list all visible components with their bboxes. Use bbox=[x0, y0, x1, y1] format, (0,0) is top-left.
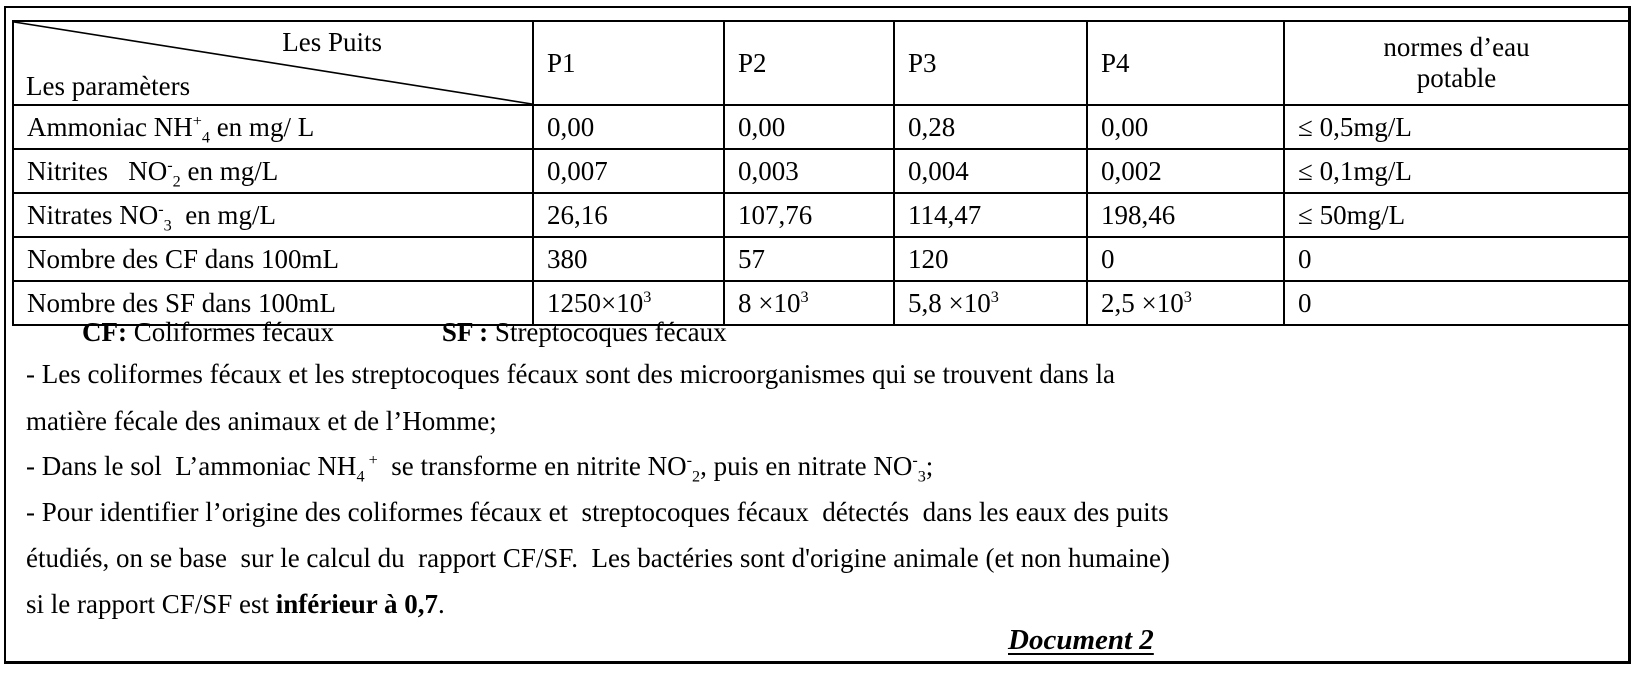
table-row-nitrites bbox=[13, 149, 1629, 193]
value-p4: 0,002 bbox=[1087, 149, 1284, 193]
norm-value: 0 bbox=[1284, 237, 1629, 281]
table-row-ammonium bbox=[13, 105, 1629, 149]
paragraph-1-line-1: - Les coliformes fécaux et les streptocoques fécaux sont des microorganismes qui se trouvent dans la bbox=[26, 359, 1115, 389]
param-label: Nombre des CF dans 100mL bbox=[13, 237, 533, 281]
cf-abbr: CF: bbox=[82, 317, 127, 347]
value-p4: 198,46 bbox=[1087, 193, 1284, 237]
value-p3: 0,28 bbox=[894, 105, 1087, 149]
value-p4: $2,5 \times 10^3$ bbox=[1087, 281, 1284, 325]
param-label: Nitrites $NO^-_2$ en mg/L bbox=[13, 149, 533, 193]
abbreviation-legend bbox=[82, 317, 727, 348]
cf-text: Coliformes fécaux bbox=[126, 317, 334, 347]
param-label: Nombre des SF dans 100mL bbox=[13, 281, 533, 325]
header-well-p1: P1 bbox=[533, 21, 724, 105]
param-label: Ammoniac $NH^+_4$ en mg/ L bbox=[13, 105, 533, 149]
norm-value: ≤ 0,1mg/L bbox=[1284, 149, 1629, 193]
water-quality-table bbox=[12, 20, 1630, 326]
header-well-p3: P3 bbox=[894, 21, 1087, 105]
header-norms-line2: potable bbox=[1416, 63, 1497, 93]
value-p1: 380 bbox=[533, 237, 724, 281]
value-p3: 114,47 bbox=[894, 193, 1087, 237]
header-well-p4: P4 bbox=[1087, 21, 1284, 105]
value-p2: $8 \times 10^3$ bbox=[724, 281, 894, 325]
value-p4: 0,00 bbox=[1087, 105, 1284, 149]
value-p2: 107,76 bbox=[724, 193, 894, 237]
value-p1: $1250\times 10^3$ bbox=[533, 281, 724, 325]
header-norms bbox=[1284, 21, 1629, 105]
header-wells-label: Les Puits bbox=[282, 27, 382, 57]
paragraph-3-line-1: - Pour identifier l’origine des coliformes fécaux et streptocoques fécaux détectés dans les eaux des puits bbox=[26, 497, 1169, 527]
value-p1: 0,007 bbox=[533, 149, 724, 193]
param-label: Nitrates $NO^-_3$ en mg/L bbox=[13, 193, 533, 237]
header-norms-line1: normes d’eau bbox=[1383, 31, 1530, 62]
sf-abbr: SF : bbox=[441, 317, 489, 347]
paragraph-2: - Dans le sol L’ammoniac $NH_4$ + se transforme en nitrite $NO^-_2$, puis en nitrate $NO^-_3$; bbox=[26, 451, 934, 486]
value-p2: 57 bbox=[724, 237, 894, 281]
diagonal-header-cell bbox=[13, 21, 533, 105]
value-p4: 0 bbox=[1087, 237, 1284, 281]
table-row-cf-count bbox=[13, 237, 1629, 281]
value-p1: 26,16 bbox=[533, 193, 724, 237]
value-p2: 0,00 bbox=[724, 105, 894, 149]
value-p3: 120 bbox=[894, 237, 1087, 281]
value-p3: 0,004 bbox=[894, 149, 1087, 193]
document-label: Document 2 bbox=[1008, 624, 1154, 656]
header-well-p2: P2 bbox=[724, 21, 894, 105]
norm-value: ≤ 50mg/L bbox=[1284, 193, 1629, 237]
sf-text: Streptocoques fécaux bbox=[488, 317, 727, 347]
paragraph-3-line-3: si le rapport CF/SF est inférieur à 0,7. bbox=[26, 589, 445, 619]
value-p2: 0,003 bbox=[724, 149, 894, 193]
norm-value: 0 bbox=[1284, 281, 1629, 325]
norm-value: ≤ 0,5mg/L bbox=[1284, 105, 1629, 149]
value-p3: $5,8 \times 10^3$ bbox=[894, 281, 1087, 325]
value-p1: 0,00 bbox=[533, 105, 724, 149]
table-header-row bbox=[13, 21, 1629, 105]
header-parameters-label: Les paramèters bbox=[26, 70, 191, 101]
table-row-nitrates bbox=[13, 193, 1629, 237]
paragraph-3-line-2: étudiés, on se base sur le calcul du rapport CF/SF. Les bactéries sont d'origine animale (et non humaine) bbox=[26, 543, 1170, 573]
paragraph-1-line-2: matière fécale des animaux et de l’Homme; bbox=[26, 406, 497, 436]
